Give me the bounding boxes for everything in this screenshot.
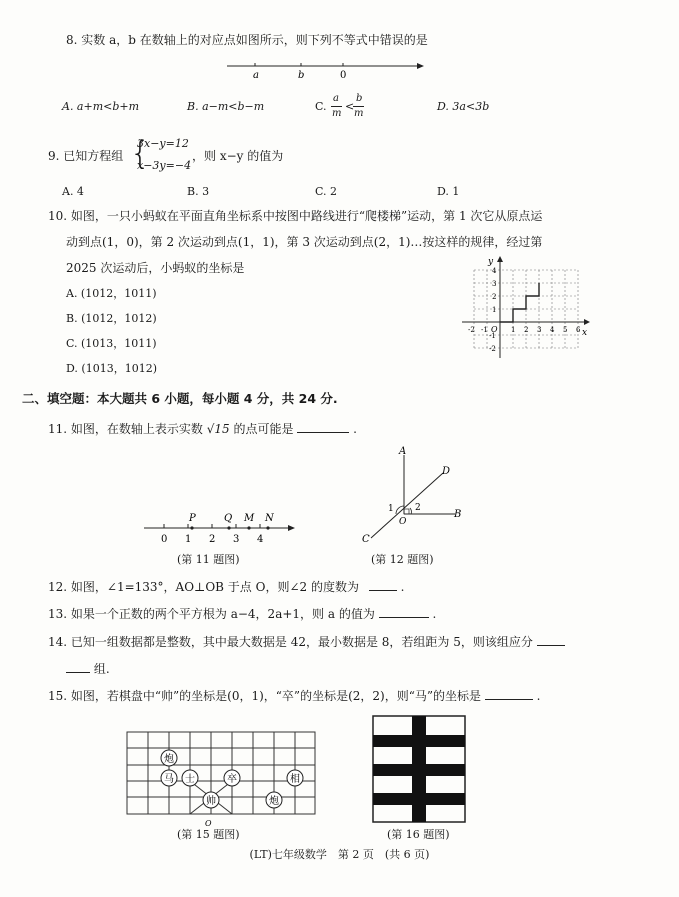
q10-option-a: A. (1012，1011): [66, 287, 157, 300]
q8-label-b: b: [298, 70, 305, 80]
q10-ytick-m2: -2: [489, 345, 496, 353]
q12-label-a: A: [399, 446, 407, 457]
q10-x-label: x: [582, 328, 588, 338]
q10-xtick-3: 3: [537, 326, 542, 334]
q10-ytick-2: 2: [492, 293, 497, 301]
q13-end: .: [432, 607, 437, 621]
q9-stem-suffix: ，则 x−y 的值为: [192, 149, 284, 163]
q11-end: .: [353, 422, 357, 436]
q10-xtick-1: 1: [511, 326, 516, 334]
q10-option-c: C. (1013，1011): [66, 337, 157, 350]
q10-y-label: y: [488, 257, 494, 267]
q14-answer-blank-b: [66, 660, 90, 673]
q10-option-b: B. (1012，1012): [66, 312, 157, 325]
q15-piece-xiang: 相: [290, 774, 300, 785]
q8-option-c: [315, 100, 327, 113]
q11-point-p: P: [189, 513, 196, 524]
q11-point-n: N: [265, 513, 274, 524]
q13-stem: 13. 如果一个正数的两个平方根为 a−4，2a+1，则 a 的值为: [48, 607, 375, 621]
q11-caption: (第 11 题图): [177, 553, 240, 566]
q10-xtick-4: 4: [550, 326, 555, 334]
q13-stem-line: [48, 605, 436, 622]
q15-piece-shi: 士: [185, 774, 195, 785]
q8-c-frac-bar2: [353, 106, 364, 107]
q15-piece-pao-bottom: 炮: [269, 796, 279, 807]
q10-ytick-4: 4: [492, 267, 497, 275]
q14-line1: [48, 633, 565, 650]
q11-tick-1: 1: [185, 534, 192, 545]
q15-caption: (第 15 题图): [177, 828, 240, 841]
q10-line2: 动到点(1，0)，第 2 次运动到点(1，1)，第 3 次运动到点(2，1)…按这样的规律，经过第: [66, 235, 543, 249]
q10-grid-figure: [458, 254, 592, 370]
q10-line3: 2025 次运动后，小蚂蚁的坐标是: [66, 261, 245, 275]
q15-piece-shuai: 帅: [206, 796, 216, 807]
q11-stem-prefix: 11. 如图，在数轴上表示实数: [48, 422, 203, 436]
q13-answer-blank: [379, 605, 429, 618]
q10-xtick-6: 6: [576, 326, 581, 334]
q12-stem: 12. 如图，∠1=133°，AO⊥OB 于点 O，则∠2 的度数为: [48, 580, 359, 594]
q10-origin: O: [491, 325, 498, 334]
q9-option-b: B. 3: [187, 185, 210, 198]
q8-option-d: D. 3a<3b: [437, 100, 490, 113]
q14-answer-blank-a: [537, 633, 565, 646]
q8-c-den2: m: [354, 108, 364, 119]
q15-piece-pao-top: 炮: [164, 754, 174, 765]
q12-caption: (第 12 题图): [371, 553, 434, 566]
q8-c-frac-bar1: [331, 106, 342, 107]
q15-piece-zu: 卒: [227, 774, 237, 785]
q8-c-lt: <: [345, 100, 355, 113]
q11-point-q: Q: [224, 513, 233, 524]
q12-answer-blank: [369, 578, 397, 591]
q11-number-line: [140, 508, 300, 550]
q12-angle-2: 2: [415, 503, 421, 513]
q10-ytick-1: 1: [492, 306, 497, 314]
q15-stem-line: [48, 687, 540, 704]
q10-xtick-m1: -1: [481, 326, 488, 334]
q12-label-b: B: [454, 509, 462, 520]
q16-caption: (第 16 题图): [387, 828, 450, 841]
q11-tick-3: 3: [233, 534, 240, 545]
q10-ytick-m1: -1: [489, 332, 496, 340]
q15-answer-blank: [485, 687, 533, 700]
q9-brace: {: [130, 134, 151, 172]
q8-c-den1: m: [332, 108, 342, 119]
q12-label-c: C: [362, 534, 370, 545]
q9-stem-prefix: 9. 已知方程组: [48, 149, 124, 163]
q15-origin: O: [205, 819, 212, 828]
q8-c-num2: b: [356, 93, 363, 104]
q14-line2: [66, 660, 110, 677]
page-footer: (LT)七年级数学 第 2 页 (共 6 页): [249, 848, 430, 861]
q15-chessboard: [122, 728, 322, 834]
q8-c-num1: a: [333, 93, 339, 104]
q8-option-a: A. a+m<b+m: [62, 100, 140, 113]
q12-angle-1: 1: [388, 504, 394, 514]
q9-option-a: A. 4: [62, 185, 84, 198]
q10-ytick-3: 3: [492, 280, 497, 288]
q12-figure: [355, 440, 495, 548]
q15-end: .: [536, 689, 541, 703]
q9-eq2: x−3y=−4: [137, 159, 192, 172]
q16-figure: [372, 715, 468, 825]
q14-line2-suffix: 组.: [93, 662, 110, 676]
q10-option-d: D. (1013，1012): [66, 362, 157, 375]
q12-label-o: O: [399, 517, 407, 527]
q8-label-a: a: [253, 70, 259, 80]
q8-option-b: B. a−m<b−m: [187, 100, 265, 113]
q12-label-d: D: [442, 466, 451, 477]
q12-end: .: [400, 580, 405, 594]
q11-tick-0: 0: [161, 534, 168, 545]
q9-option-c: C. 2: [315, 185, 338, 198]
q11-stem-suffix: 的点可能是: [233, 422, 294, 436]
q11-stem: [48, 420, 357, 437]
q8-label-0: 0: [340, 70, 347, 80]
q10-xtick-5: 5: [563, 326, 568, 334]
q9-option-d: D. 1: [437, 185, 460, 198]
q11-tick-4: 4: [257, 534, 264, 545]
q10-xtick-2: 2: [524, 326, 529, 334]
q15-piece-ma: 马: [164, 774, 174, 785]
q12-stem-line: [48, 578, 404, 595]
q11-answer-blank: [297, 420, 349, 433]
q9-eq1: 3x−y=12: [137, 137, 189, 150]
q10-line1: 10. 如图，一只小蚂蚁在平面直角坐标系中按图中路线进行“爬楼梯”运动，第 1 次它从原点运: [48, 209, 543, 223]
q11-radical: √15: [206, 422, 230, 436]
q8-stem: 8. 实数 a，b 在数轴上的对应点如图所示，则下列不等式中错误的是: [66, 33, 428, 47]
q14-stem: 14. 已知一组数据都是整数，其中最大数据是 42，最小数据是 8，若组距为 5，则该组应分: [48, 635, 533, 649]
q10-xtick-m2: -2: [468, 326, 475, 334]
q8-option-c-prefix: C.: [315, 100, 327, 113]
section2-title: 二、填空题：本大题共 6 小题，每小题 4 分，共 24 分.: [22, 391, 338, 406]
q15-stem: 15. 如图，若棋盘中“帅”的坐标是(0，1)，“卒”的坐标是(2，2)，则“马”的坐标是: [48, 689, 481, 703]
q8-number-line: [225, 58, 425, 80]
q11-point-m: M: [244, 513, 255, 524]
q11-tick-2: 2: [209, 534, 216, 545]
